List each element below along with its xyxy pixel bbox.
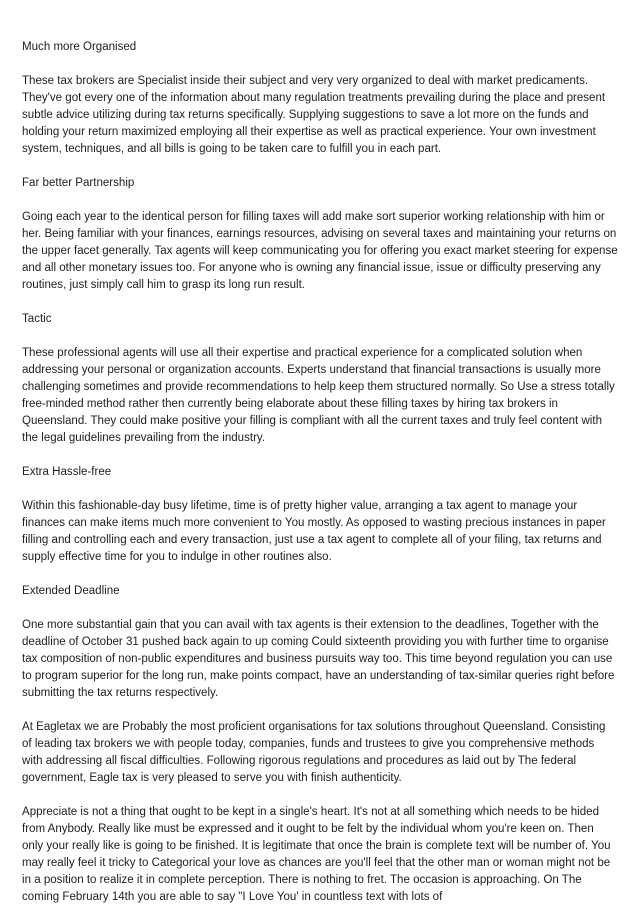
closing-paragraph-love: Appreciate is not a thing that ought to be kept in a single's heart. It's not at all something which needs to be hided from Anybody. Really like must be expressed and it ought to be felt by the individual whom you're keen on. Then only your really like is going to be finished. It is legitimate that once the brain is complete text will be number of. You may really feel it tricky to Categorical your love as chances are you'll feel that the other man or woman might not be in a position to realize it in complete perception. There is nothing to fret. The occasion is approaching. On The coming February 14th you are able to say "I Love You' in countless text with lots of [22, 806, 611, 903]
closing-paragraph-eagletax: At Eagletax we are Probably the most proficient organisations for tax solutions throughout Queensland. Consisting of leading tax brokers we with people today, companies, funds and trustees to give you comprehensive methods with addressing all fiscal difficulties. Following rigorous regulations and procedures as laid out by The federal government, Eagle tax is very pleased to serve you with finish authenticity. [22, 721, 606, 784]
section-heading-organised: Much more Organised [22, 41, 137, 53]
section-body-deadline: One more substantial gain that you can avail with tax agents is their extension to the deadlines, Together with the deadline of October 31 pushed back again to up coming Could sixteenth providing you with further time to organise tax composition of non-public expenditures and business pursuits way too. This time beyond regulation you can use to program superior for the long run, make points compact, have an understanding of tax-similar queries right before submitting the tax returns respectively. [22, 619, 615, 699]
section-body-hassle-free: Within this fashionable-day busy lifetime, time is of pretty higher value, arranging a tax agent to manage your finances can make items much more convenient to You mostly. As opposed to wasting precious instances in paper filling and controlling each and every transaction, just use a tax agent to complete all of your filing, tax returns and supply effective time for you to indulge in other routines also. [22, 500, 606, 563]
section-body-partnership: Going each year to the identical person for filling taxes will add make sort superior working relationship with him or her. Being familiar with your finances, earnings resources, advising on several taxes and maintaining your returns on the upper facet generally. Tax agents will keep communicating you for offering you exact market steering for expense and all other monetary issues too. For anyone who is owning any financial issue, issue or difficulty preserving any routines, just simply call him to grasp its long run result. [22, 211, 618, 291]
section-body-tactic: These professional agents will use all their expertise and practical experience for a complicated solution when addressing your personal or organization accounts. Experts understand that financial transactions is usually more challenging sometimes and provide recommendations to help keep them structured normally. So Use a stress totally free-minded method rather then currently being elaborate about these filling taxes by hiring tax brokers in Queensland. They could make positive your filling is compliant with all the current taxes and truly feel content with the legal guidelines prevailing from the industry. [22, 347, 615, 444]
document-page [22, 39, 618, 923]
section-body-organised: These tax brokers are Specialist inside their subject and very very organized to deal with market predicaments. They've got every one of the information about many regulation treatments prevailing during the place and present subtle advice utilizing during tax returns specifically. Supplying suggestions to save a lot more on the funds and holding your return maximized employing all their expertise as well as practical experience. Your own investment system, techniques, and all bills is going to be taken care to fulfill you in each part. [22, 75, 606, 155]
section-heading-hassle-free: Extra Hassle-free [22, 466, 112, 478]
section-heading-deadline: Extended Deadline [22, 585, 120, 597]
section-heading-tactic: Tactic [22, 313, 52, 325]
section-heading-partnership: Far better Partnership [22, 177, 135, 189]
